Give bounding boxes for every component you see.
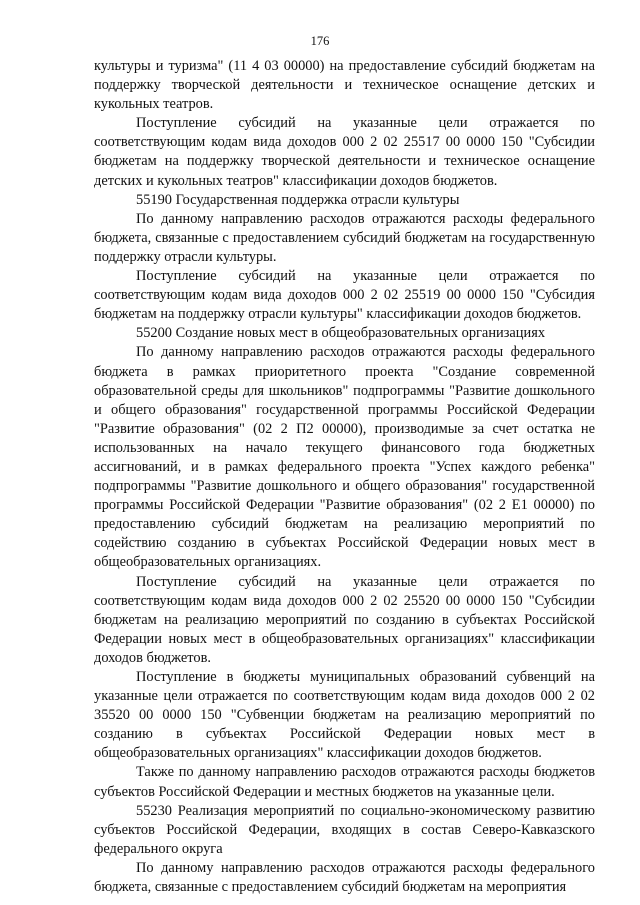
paragraph-also-expenses: Также по данному направлению расходов отражаются расходы бюджетов субъектов Российской Федерации и местных бюджетов на указанные цели. [94, 764, 595, 800]
paragraph-continuation: культуры и туризма" (11 4 03 00000) на предоставление субсидий бюджетам на поддержку творческой деятельности и техническое оснащение детских и кукольных театров. [94, 58, 595, 113]
paragraph-revenue-25519: Поступление субсидий на указанные цели отражается по соответствующим кодам вида доходов 000 2 02 25519 00 0000 150 "Субсидия бюджетам на поддержку отрасли культуры" классификации доходов бюджетов. [94, 268, 595, 323]
paragraph-revenue-25517: Поступление субсидий на указанные цели отражается по соответствующим кодам вида доходов 000 2 02 25517 00 0000 150 "Субсидии бюджетам на поддержку творческой деятельности и техническое оснащение детских и кукольных театров" классификации доходов бюджетов. [94, 115, 595, 189]
paragraph-subventions-35520: Поступление в бюджеты муниципальных образований субвенций на указанные цели отражается по соответствующим кодам вида доходов 000 2 02 35520 00 0000 150 "Субвенции бюджетам на реализацию мероприятий по созданию в субъектах Российской Федерации новых мест в общеобразовательных организациях" классификации доходов бюджетов. [94, 669, 595, 762]
paragraph-expenses-55190: По данному направлению расходов отражаются расходы федерального бюджета, связанные с предоставлением субсидий бюджетам на государственную поддержку отрасли культуры. [94, 210, 595, 265]
paragraph-revenue-25520: Поступление субсидий на указанные цели отражается по соответствующим кодам вида доходов 000 2 02 25520 00 0000 150 "Субсидии бюджетам на реализацию мероприятий по созданию в субъектах Российской Федерации новых мест в общеобразовательных организациях" классификации доходов бюджетов. [94, 573, 595, 666]
page-number: 176 [310, 34, 330, 48]
section-heading-55190: 55190 Государственная поддержка отрасли культуры [136, 191, 460, 208]
paragraph-expenses-55230: По данному направлению расходов отражаются расходы федерального бюджета, связанные с предоставлением субсидий бюджетам на мероприятия [94, 859, 595, 896]
document-body [94, 57, 595, 897]
section-heading-55230: 55230 Реализация мероприятий по социально-экономическому развитию субъектов Российской Федерации, входящих в состав Северо-Кавказского федерального округа [94, 802, 595, 857]
paragraph-expenses-55200: По данному направлению расходов отражаются расходы федерального бюджета в рамках приоритетного проекта "Создание современной образовательной среды для школьников" подпрограммы "Развитие дошкольного и общего образования" государственной программы Российской Федерации "Развитие образования" (02 2 П2 00000), производимые за счет остатка не использованных на начало текущего финансового года бюджетных ассигнований, и в рамках федерального проекта "Успех каждого ребенка" подпрограммы "Развитие дошкольного и общего образования" государственной программы Российской Федерации "Развитие образования" (02 2 Е1 00000) по предоставлению субсидий бюджетам на реализацию мероприятий по содействию созданию в субъектах Российской Федерации новых мест в общеобразовательных организациях. [94, 344, 595, 571]
section-heading-55200: 55200 Создание новых мест в общеобразовательных организациях [136, 325, 546, 342]
